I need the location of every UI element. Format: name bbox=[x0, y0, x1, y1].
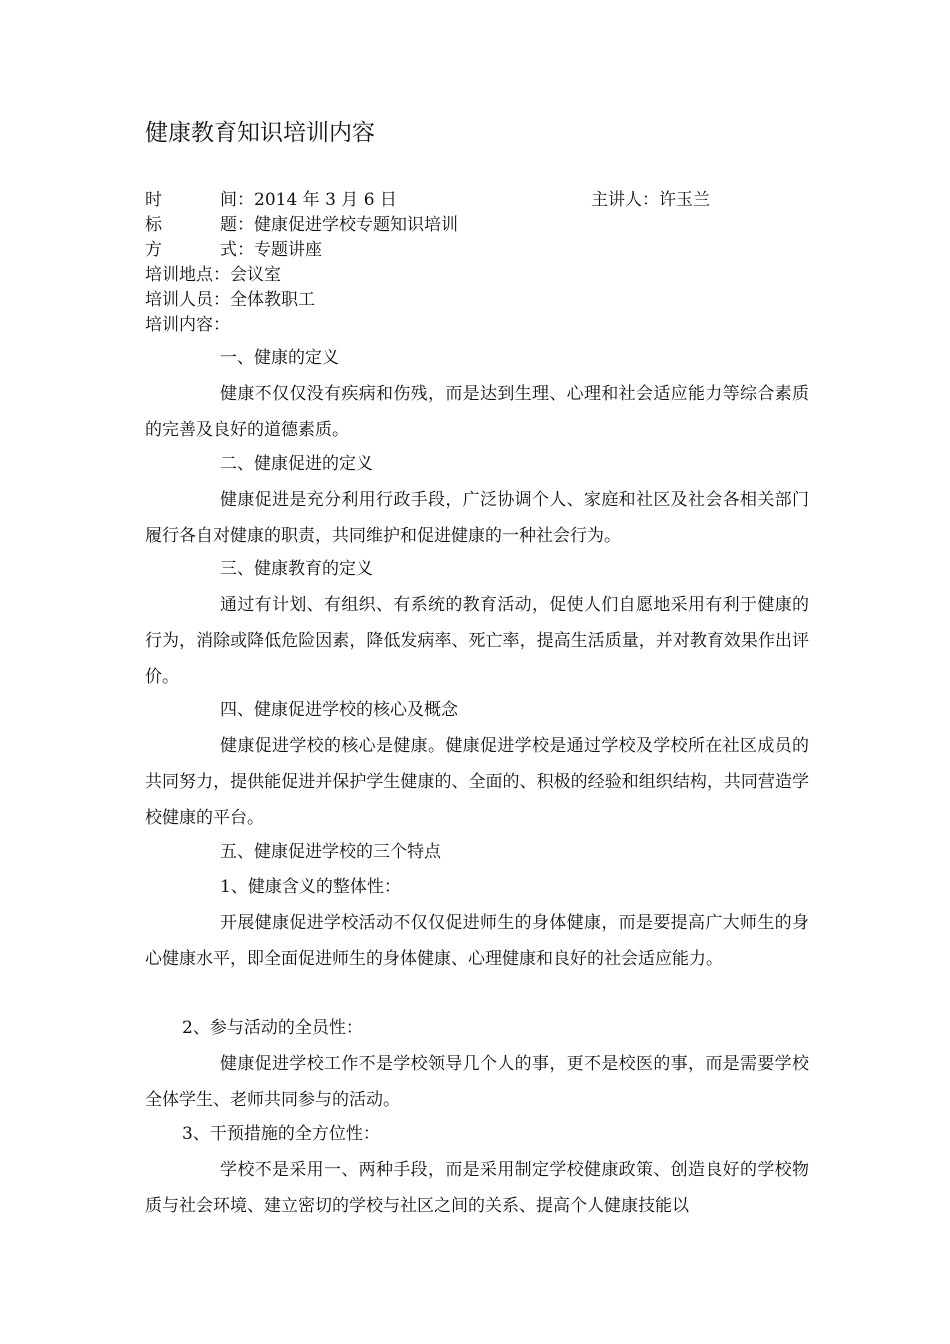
section-paragraph-1 bbox=[145, 376, 809, 448]
subheading-3: 3、干预措施的全方位性： bbox=[182, 1124, 380, 1144]
section-heading-4: 四、健康促进学校的核心及概念 bbox=[220, 700, 458, 720]
meta-speaker: 主讲人：许玉兰 bbox=[591, 190, 710, 210]
section-text-4: 健康促进学校的核心是健康。健康促进学校是通过学校及学校所在社区成员的共同努力，提供能促进并保护学生健康的、全面的、积极的经验和组织结构，共同营造学校健康的平台。 bbox=[145, 736, 809, 828]
section-text-1: 健康不仅仅没有疾病和伤残，而是达到生理、心理和社会适应能力等综合素质的完善及良好的道德素质。 bbox=[145, 384, 809, 440]
meta-method-label bbox=[145, 238, 237, 262]
meta-method-value: ：专题讲座 bbox=[237, 240, 322, 260]
section-heading-3: 三、健康教育的定义 bbox=[220, 559, 373, 579]
sub-text-3: 学校不是采用一、两种手段，而是采用制定学校健康政策、创造良好的学校物质与社会环境、建立密切的学校与社区之间的关系、提高个人健康技能以 bbox=[145, 1160, 809, 1216]
section-text-3: 通过有计划、有组织、有系统的教育活动，促使人们自愿地采用有利于健康的行为，消除或降低危险因素，降低发病率、死亡率，提高生活质量，并对教育效果作出评价。 bbox=[145, 595, 809, 687]
meta-topic-label-2: 题 bbox=[220, 215, 237, 235]
meta-content-label: 培训内容： bbox=[145, 315, 230, 335]
meta-people: 培训人员：全体教职工 bbox=[145, 290, 315, 310]
subheading-2: 2、参与活动的全员性： bbox=[182, 1018, 363, 1038]
meta-time-value: ：2014 年 3 月 6 日 bbox=[237, 190, 397, 210]
meta-method-row bbox=[145, 238, 322, 262]
sub-text-2: 健康促进学校工作不是学校领导几个人的事，更不是校医的事，而是需要学校全体学生、老师共同参与的活动。 bbox=[145, 1054, 809, 1110]
section-paragraph-3 bbox=[145, 587, 809, 695]
meta-time-label-1: 时 bbox=[145, 190, 162, 210]
meta-method-label-2: 式 bbox=[220, 240, 237, 260]
section-text-2: 健康促进是充分利用行政手段，广泛协调个人、家庭和社区及社会各相关部门履行各自对健康的职责，共同维护和促进健康的一种社会行为。 bbox=[145, 490, 809, 546]
section-heading-1: 一、健康的定义 bbox=[220, 348, 339, 368]
meta-topic-label-1: 标 bbox=[145, 215, 162, 235]
meta-method-label-1: 方 bbox=[145, 240, 162, 260]
section-paragraph-4 bbox=[145, 728, 809, 836]
section-heading-5: 五、健康促进学校的三个特点 bbox=[220, 842, 441, 862]
meta-topic-row bbox=[145, 213, 458, 237]
meta-time-label-2: 间 bbox=[220, 190, 237, 210]
meta-time-label bbox=[145, 188, 237, 212]
meta-time-row bbox=[145, 188, 397, 212]
sub-paragraph-3 bbox=[145, 1152, 809, 1224]
sub-paragraph-1 bbox=[145, 905, 809, 977]
subheading-1: 1、健康含义的整体性： bbox=[220, 877, 401, 897]
page-title: 健康教育知识培训内容 bbox=[145, 120, 375, 146]
meta-topic-value: ：健康促进学校专题知识培训 bbox=[237, 215, 458, 235]
sub-text-1: 开展健康促进学校活动不仅仅促进师生的身体健康，而是要提高广大师生的身心健康水平，即全面促进师生的身体健康、心理健康和良好的社会适应能力。 bbox=[145, 913, 809, 969]
meta-place: 培训地点：会议室 bbox=[145, 265, 281, 285]
meta-topic-label bbox=[145, 213, 237, 237]
sub-paragraph-2 bbox=[145, 1046, 809, 1118]
section-paragraph-2 bbox=[145, 482, 809, 554]
section-heading-2: 二、健康促进的定义 bbox=[220, 454, 373, 474]
